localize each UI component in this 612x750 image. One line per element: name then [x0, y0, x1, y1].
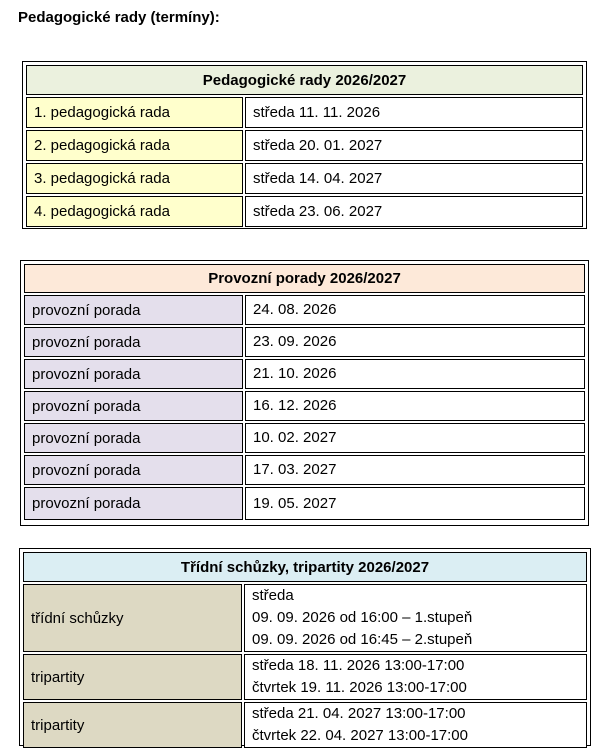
- value-line: středa 21. 04. 2027 13:00-17:00: [252, 705, 466, 722]
- row-value: středa 11. 11. 2026: [245, 97, 583, 128]
- table-header: Třídní schůzky, tripartity 2026/2027: [23, 552, 587, 582]
- provozni-porady-table: [20, 260, 589, 526]
- row-label: provozní porada: [24, 487, 243, 520]
- table-header: Pedagogické rady 2026/2027: [26, 65, 583, 95]
- row-value: 23. 09. 2026: [245, 327, 585, 357]
- row-value: [244, 654, 587, 700]
- row-label: provozní porada: [24, 327, 243, 357]
- value-line: středa: [252, 587, 294, 604]
- row-label: tripartity: [23, 654, 242, 700]
- row-value: 19. 05. 2027: [245, 487, 585, 520]
- row-value: 24. 08. 2026: [245, 295, 585, 325]
- row-label: provozní porada: [24, 423, 243, 453]
- row-value: středa 23. 06. 2027: [245, 196, 583, 227]
- row-value: [244, 702, 587, 748]
- value-line: 09. 09. 2026 od 16:45 – 2.stupeň: [252, 631, 473, 648]
- row-value: 17. 03. 2027: [245, 455, 585, 485]
- row-label: provozní porada: [24, 391, 243, 421]
- row-label: 2. pedagogická rada: [26, 130, 243, 161]
- row-label: provozní porada: [24, 359, 243, 389]
- row-value: 16. 12. 2026: [245, 391, 585, 421]
- row-label: 4. pedagogická rada: [26, 196, 243, 227]
- row-label: 1. pedagogická rada: [26, 97, 243, 128]
- row-label: tripartity: [23, 702, 242, 748]
- row-value: středa 14. 04. 2027: [245, 163, 583, 194]
- table-header: Provozní porady 2026/2027: [24, 264, 585, 293]
- row-value: 10. 02. 2027: [245, 423, 585, 453]
- row-value: středa 20. 01. 2027: [245, 130, 583, 161]
- row-label: 3. pedagogická rada: [26, 163, 243, 194]
- pedagogicke-rady-table: [22, 61, 587, 229]
- value-line: 09. 09. 2026 od 16:00 – 1.stupeň: [252, 609, 473, 626]
- row-value: 21. 10. 2026: [245, 359, 585, 389]
- value-line: čtvrtek 19. 11. 2026 13:00-17:00: [252, 679, 467, 696]
- row-label: třídní schůzky: [23, 584, 242, 652]
- row-label: provozní porada: [24, 295, 243, 325]
- row-label: provozní porada: [24, 455, 243, 485]
- page-title: Pedagogické rady (termíny):: [18, 9, 220, 26]
- value-line: středa 18. 11. 2026 13:00-17:00: [252, 657, 465, 674]
- tridni-schuzky-table: [19, 548, 591, 746]
- row-value: [244, 584, 587, 652]
- value-line: čtvrtek 22. 04. 2027 13:00-17:00: [252, 727, 468, 744]
